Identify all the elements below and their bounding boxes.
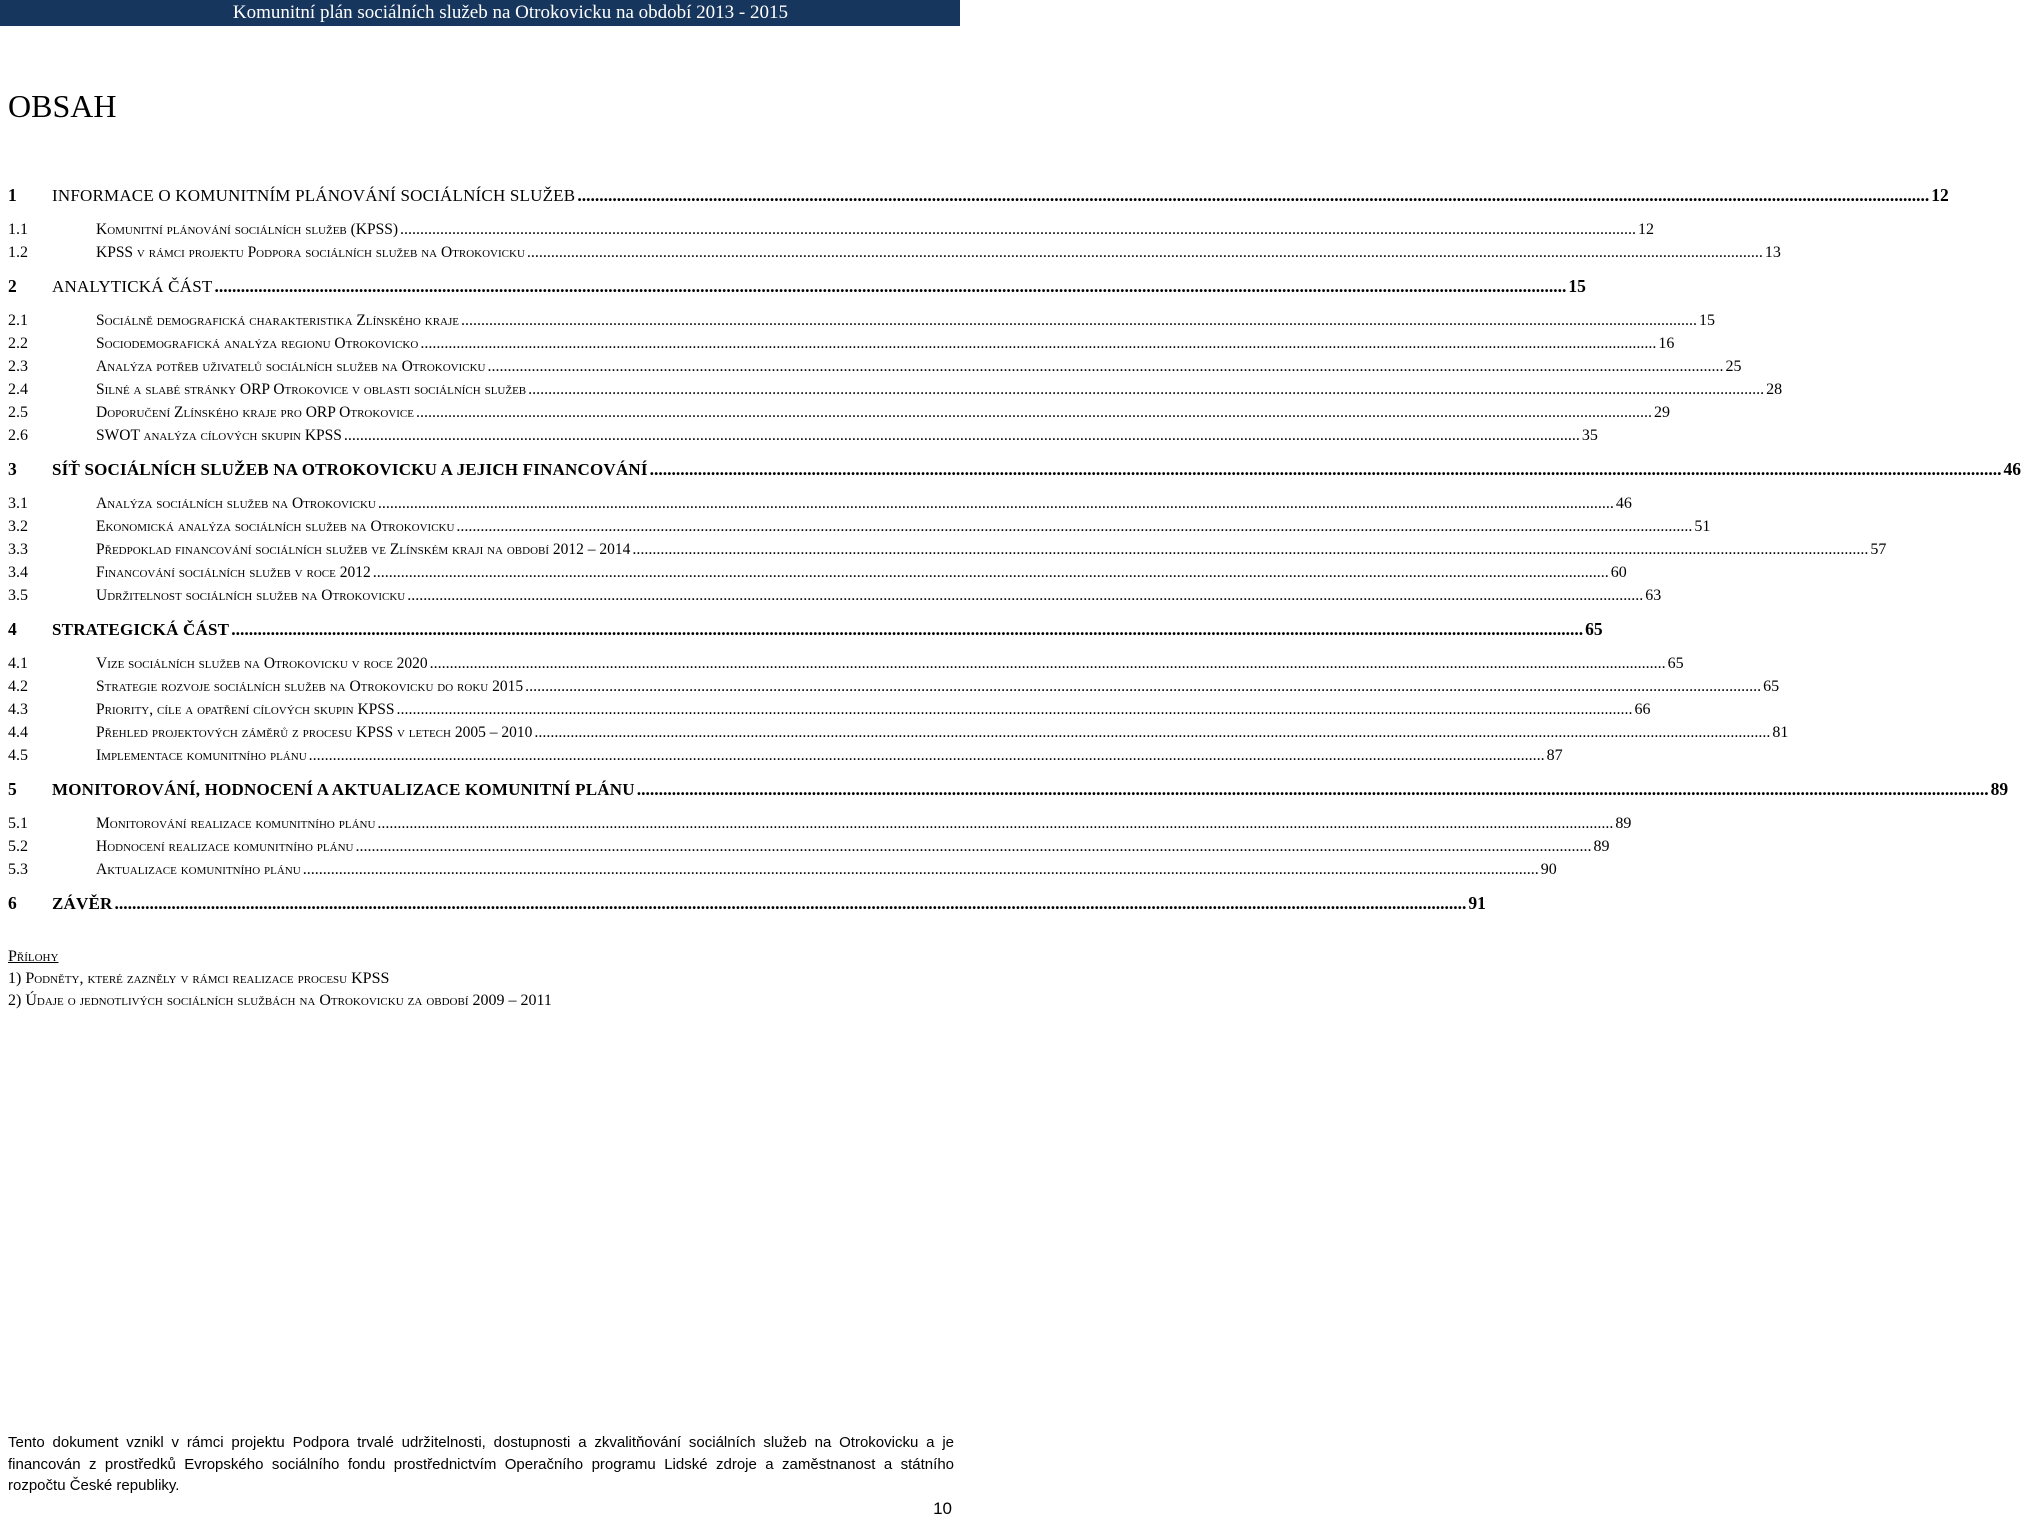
toc-dot-leader xyxy=(525,678,1761,696)
toc-entry-number: 5 xyxy=(8,779,17,799)
running-header xyxy=(0,0,960,26)
toc-dot-leader xyxy=(400,221,1636,239)
toc-entry-title: Silné a slabé stránky ORP Otrokovice v oblasti sociálních služeb xyxy=(96,381,527,398)
toc-entry-page: 16 xyxy=(1658,335,1675,352)
toc-entry-title: Implementace komunitního plánu xyxy=(96,747,307,764)
toc-entry-page: 65 xyxy=(1667,655,1684,672)
page-number: 10 xyxy=(933,1499,952,1518)
toc-section-entry[interactable] xyxy=(8,404,1670,422)
toc-entry-page: 12 xyxy=(1931,185,1949,205)
toc-entry-title: Monitorování realizace komunitního plánu xyxy=(96,815,376,832)
toc-entry-page: 15 xyxy=(1698,312,1715,329)
toc-section-entry[interactable] xyxy=(8,838,1610,856)
toc-entry-number: 1 xyxy=(8,185,17,205)
toc-dot-leader xyxy=(461,312,1697,330)
toc-dot-leader xyxy=(534,724,1770,742)
toc-section-entry[interactable] xyxy=(8,701,1651,719)
toc-entry-title: Aktualizace komunitního plánu xyxy=(96,861,301,878)
toc-entry-title: INFORMACE O KOMUNITNÍM PLÁNOVÁNÍ SOCIÁLNÍCH SLUŽEB xyxy=(52,186,576,205)
toc-section-entry[interactable] xyxy=(8,655,1684,673)
toc-section-entry[interactable] xyxy=(8,678,1780,696)
toc-chapter-entry[interactable] xyxy=(8,185,1949,206)
toc-section-entry[interactable] xyxy=(8,427,1598,445)
toc-entry-title: SWOT analýza cílových skupin KPSS xyxy=(96,427,342,444)
toc-entry-title: Analýza sociálních služeb na Otrokovicku xyxy=(96,495,376,512)
toc-entry-page: 65 xyxy=(1585,619,1603,639)
toc-entry-page: 13 xyxy=(1764,244,1781,261)
toc-entry-number: 4.2 xyxy=(8,678,28,695)
toc-entry-number: 6 xyxy=(8,893,17,913)
toc-entry-title: Doporučení Zlínského kraje pro ORP Otrokovice xyxy=(96,404,414,421)
toc-entry-title: Vize sociálních služeb na Otrokovicku v roce 2020 xyxy=(96,655,428,672)
toc-dot-leader xyxy=(303,861,1539,879)
toc-section-entry[interactable] xyxy=(8,244,1781,262)
toc-section-entry[interactable] xyxy=(8,861,1557,879)
toc-entry-number: 2.6 xyxy=(8,427,28,444)
toc-entry-title: Komunitní plánování sociálních služeb (KPSS) xyxy=(96,221,399,238)
toc-dot-leader xyxy=(637,779,1989,800)
toc-entry-page: 29 xyxy=(1653,404,1670,421)
toc-dot-leader xyxy=(407,587,1643,605)
toc-entry-number: 2.5 xyxy=(8,404,28,421)
toc-section-entry[interactable] xyxy=(8,312,1715,330)
toc-entry-number: 4 xyxy=(8,619,17,639)
toc-entry-number: 2.3 xyxy=(8,358,28,375)
toc-entry-number: 1.2 xyxy=(8,244,28,261)
toc-section-entry[interactable] xyxy=(8,747,1563,765)
toc-entry-page: 91 xyxy=(1468,893,1486,913)
toc-entry-number: 4.3 xyxy=(8,701,28,718)
footer-note: Tento dokument vznikl v rámci projektu Podpora trvalé udržitelnosti, dostupnosti a zkvalitňování sociálních služeb na Otrokovicku a je financován z prostředků Evropského sociálního fondu prostřednictvím Operačního programu Lidské zdroje a zaměstnanost a státního rozpočtu České republiky. xyxy=(8,1434,954,1494)
toc-chapter-entry[interactable] xyxy=(8,459,2021,480)
toc-entry-number: 5.2 xyxy=(8,838,28,855)
toc-entry-title: Předpoklad financování sociálních služeb ve Zlínském kraji na období 2012 – 2014 xyxy=(96,541,631,558)
toc-dot-leader xyxy=(309,747,1545,765)
toc-entry-title: SÍŤ SOCIÁLNÍCH SLUŽEB NA OTROKOVICKU A JEJICH FINANCOVÁNÍ xyxy=(52,460,648,479)
toc-entry-title: Ekonomická analýza sociálních služeb na Otrokovicku xyxy=(96,518,455,535)
toc-entry-title: ZÁVĚR xyxy=(52,894,113,913)
toc-dot-leader xyxy=(650,459,2002,480)
toc-entry-title: Sociodemografická analýza regionu Otrokovicko xyxy=(96,335,419,352)
toc-entry-title: Udržitelnost sociálních služeb na Otrokovicku xyxy=(96,587,406,604)
toc-entry-page: 90 xyxy=(1540,861,1557,878)
toc-entry-title: KPSS v rámci projektu Podpora sociálních služeb na Otrokovicku xyxy=(96,244,525,261)
toc-entry-number: 2.4 xyxy=(8,381,28,398)
toc-entry-title: Analýza potřeb uživatelů sociálních služeb na Otrokovicku xyxy=(96,358,486,375)
toc-section-entry[interactable] xyxy=(8,587,1662,605)
toc-dot-leader xyxy=(632,541,1868,559)
appendix-list xyxy=(8,946,552,1012)
toc-entry-page: 89 xyxy=(1990,779,2009,799)
toc-dot-leader xyxy=(377,815,1613,833)
toc-entry-page: 28 xyxy=(1766,381,1783,398)
toc-chapter-entry[interactable] xyxy=(8,893,1486,914)
toc-section-entry[interactable] xyxy=(8,724,1789,742)
toc-dot-leader xyxy=(397,701,1633,719)
toc-entry-page: 57 xyxy=(1870,541,1887,558)
appendix-heading: Přílohy xyxy=(8,948,59,965)
toc-dot-leader xyxy=(577,185,1929,206)
toc-dot-leader xyxy=(214,276,1566,297)
running-header-text: Komunitní plán sociálních služeb na Otrokovicku na období 2013 - 2015 xyxy=(232,2,788,23)
toc-entry-page: 46 xyxy=(1615,495,1632,512)
toc-entry-number: 5.1 xyxy=(8,815,28,832)
toc-entry-page: 87 xyxy=(1546,747,1563,764)
toc-entry-number: 2 xyxy=(8,276,17,296)
toc-entry-number: 2.2 xyxy=(8,335,28,352)
toc-entry-page: 25 xyxy=(1725,358,1742,375)
toc-dot-leader xyxy=(527,244,1763,262)
toc-dot-leader xyxy=(430,655,1666,673)
toc-entry-page: 51 xyxy=(1694,518,1711,535)
toc-entry-page: 35 xyxy=(1581,427,1598,444)
toc-entry-title: STRATEGICKÁ ČÁST xyxy=(52,620,230,639)
toc-chapter-entry[interactable] xyxy=(8,619,1603,640)
toc-entry-number: 4.4 xyxy=(8,724,28,741)
toc-dot-leader xyxy=(344,427,1580,445)
toc-entry-title: Sociálně demografická charakteristika Zlínského kraje xyxy=(96,312,459,329)
toc-entry-number: 3.4 xyxy=(8,564,28,581)
toc-entry-title: ANALYTICKÁ ČÁST xyxy=(52,277,213,296)
toc-entry-number: 3.3 xyxy=(8,541,28,558)
toc-entry-title: Hodnocení realizace komunitního plánu xyxy=(96,838,354,855)
toc-section-entry[interactable] xyxy=(8,541,1887,559)
toc-dot-leader xyxy=(416,404,1652,422)
toc-section-entry[interactable] xyxy=(8,495,1632,513)
toc-section-entry[interactable] xyxy=(8,358,1742,376)
toc-entry-page: 12 xyxy=(1638,221,1655,238)
toc-dot-leader xyxy=(528,381,1764,399)
toc-entry-number: 3 xyxy=(8,459,17,479)
toc-section-entry[interactable] xyxy=(8,815,1632,833)
toc-dot-leader xyxy=(456,518,1692,536)
toc-entry-page: 15 xyxy=(1568,276,1586,296)
toc-entry-page: 46 xyxy=(2003,459,2021,479)
toc-entry-title: Priority, cíle a opatření cílových skupin KPSS xyxy=(96,701,395,718)
toc-entry-page: 89 xyxy=(1615,815,1632,832)
toc-entry-title: Přehled projektových záměrů z procesu KPSS v letech 2005 – 2010 xyxy=(96,724,533,741)
toc-section-entry[interactable] xyxy=(8,518,1711,536)
appendix-item: 1) Podněty, které zazněly v rámci realizace procesu KPSS xyxy=(8,970,390,987)
toc-entry-number: 3.5 xyxy=(8,587,28,604)
toc-dot-leader xyxy=(373,564,1609,582)
toc-section-entry[interactable] xyxy=(8,381,1783,399)
toc-entry-number: 2.1 xyxy=(8,312,28,329)
toc-dot-leader xyxy=(115,893,1467,914)
toc-entry-page: 89 xyxy=(1593,838,1610,855)
toc-entry-page: 60 xyxy=(1610,564,1627,581)
toc-entry-number: 5.3 xyxy=(8,861,28,878)
appendix-item: 2) Údaje o jednotlivých sociálních službách na Otrokovicku za období 2009 – 2011 xyxy=(8,992,552,1009)
toc-entry-title: Strategie rozvoje sociálních služeb na Otrokovicku do roku 2015 xyxy=(96,678,524,695)
toc-dot-leader xyxy=(487,358,1723,376)
toc-section-entry[interactable] xyxy=(8,564,1627,582)
toc-dot-leader xyxy=(378,495,1614,513)
toc-entry-number: 1.1 xyxy=(8,221,28,238)
toc-entry-page: 81 xyxy=(1772,724,1789,741)
toc-section-entry[interactable] xyxy=(8,221,1655,239)
toc-entry-page: 63 xyxy=(1645,587,1662,604)
toc-entry-page: 65 xyxy=(1763,678,1780,695)
toc-entry-number: 3.2 xyxy=(8,518,28,535)
toc-entry-number: 3.1 xyxy=(8,495,28,512)
toc-chapter-entry[interactable] xyxy=(8,779,2009,800)
toc-entry-title: Financování sociálních služeb v roce 2012 xyxy=(96,564,371,581)
toc-entry-title: MONITOROVÁNÍ, HODNOCENÍ A AKTUALIZACE KOMUNITNÍ PLÁNU xyxy=(52,780,635,799)
toc-entry-number: 4.5 xyxy=(8,747,28,764)
toc-section-entry[interactable] xyxy=(8,335,1675,353)
toc-chapter-entry[interactable] xyxy=(8,276,1586,297)
toc-dot-leader xyxy=(231,619,1583,640)
toc-dot-leader xyxy=(420,335,1656,353)
toc-entry-number: 4.1 xyxy=(8,655,28,672)
page-title: OBSAH xyxy=(8,88,117,124)
toc-dot-leader xyxy=(355,838,1591,856)
toc-entry-page: 66 xyxy=(1634,701,1651,718)
